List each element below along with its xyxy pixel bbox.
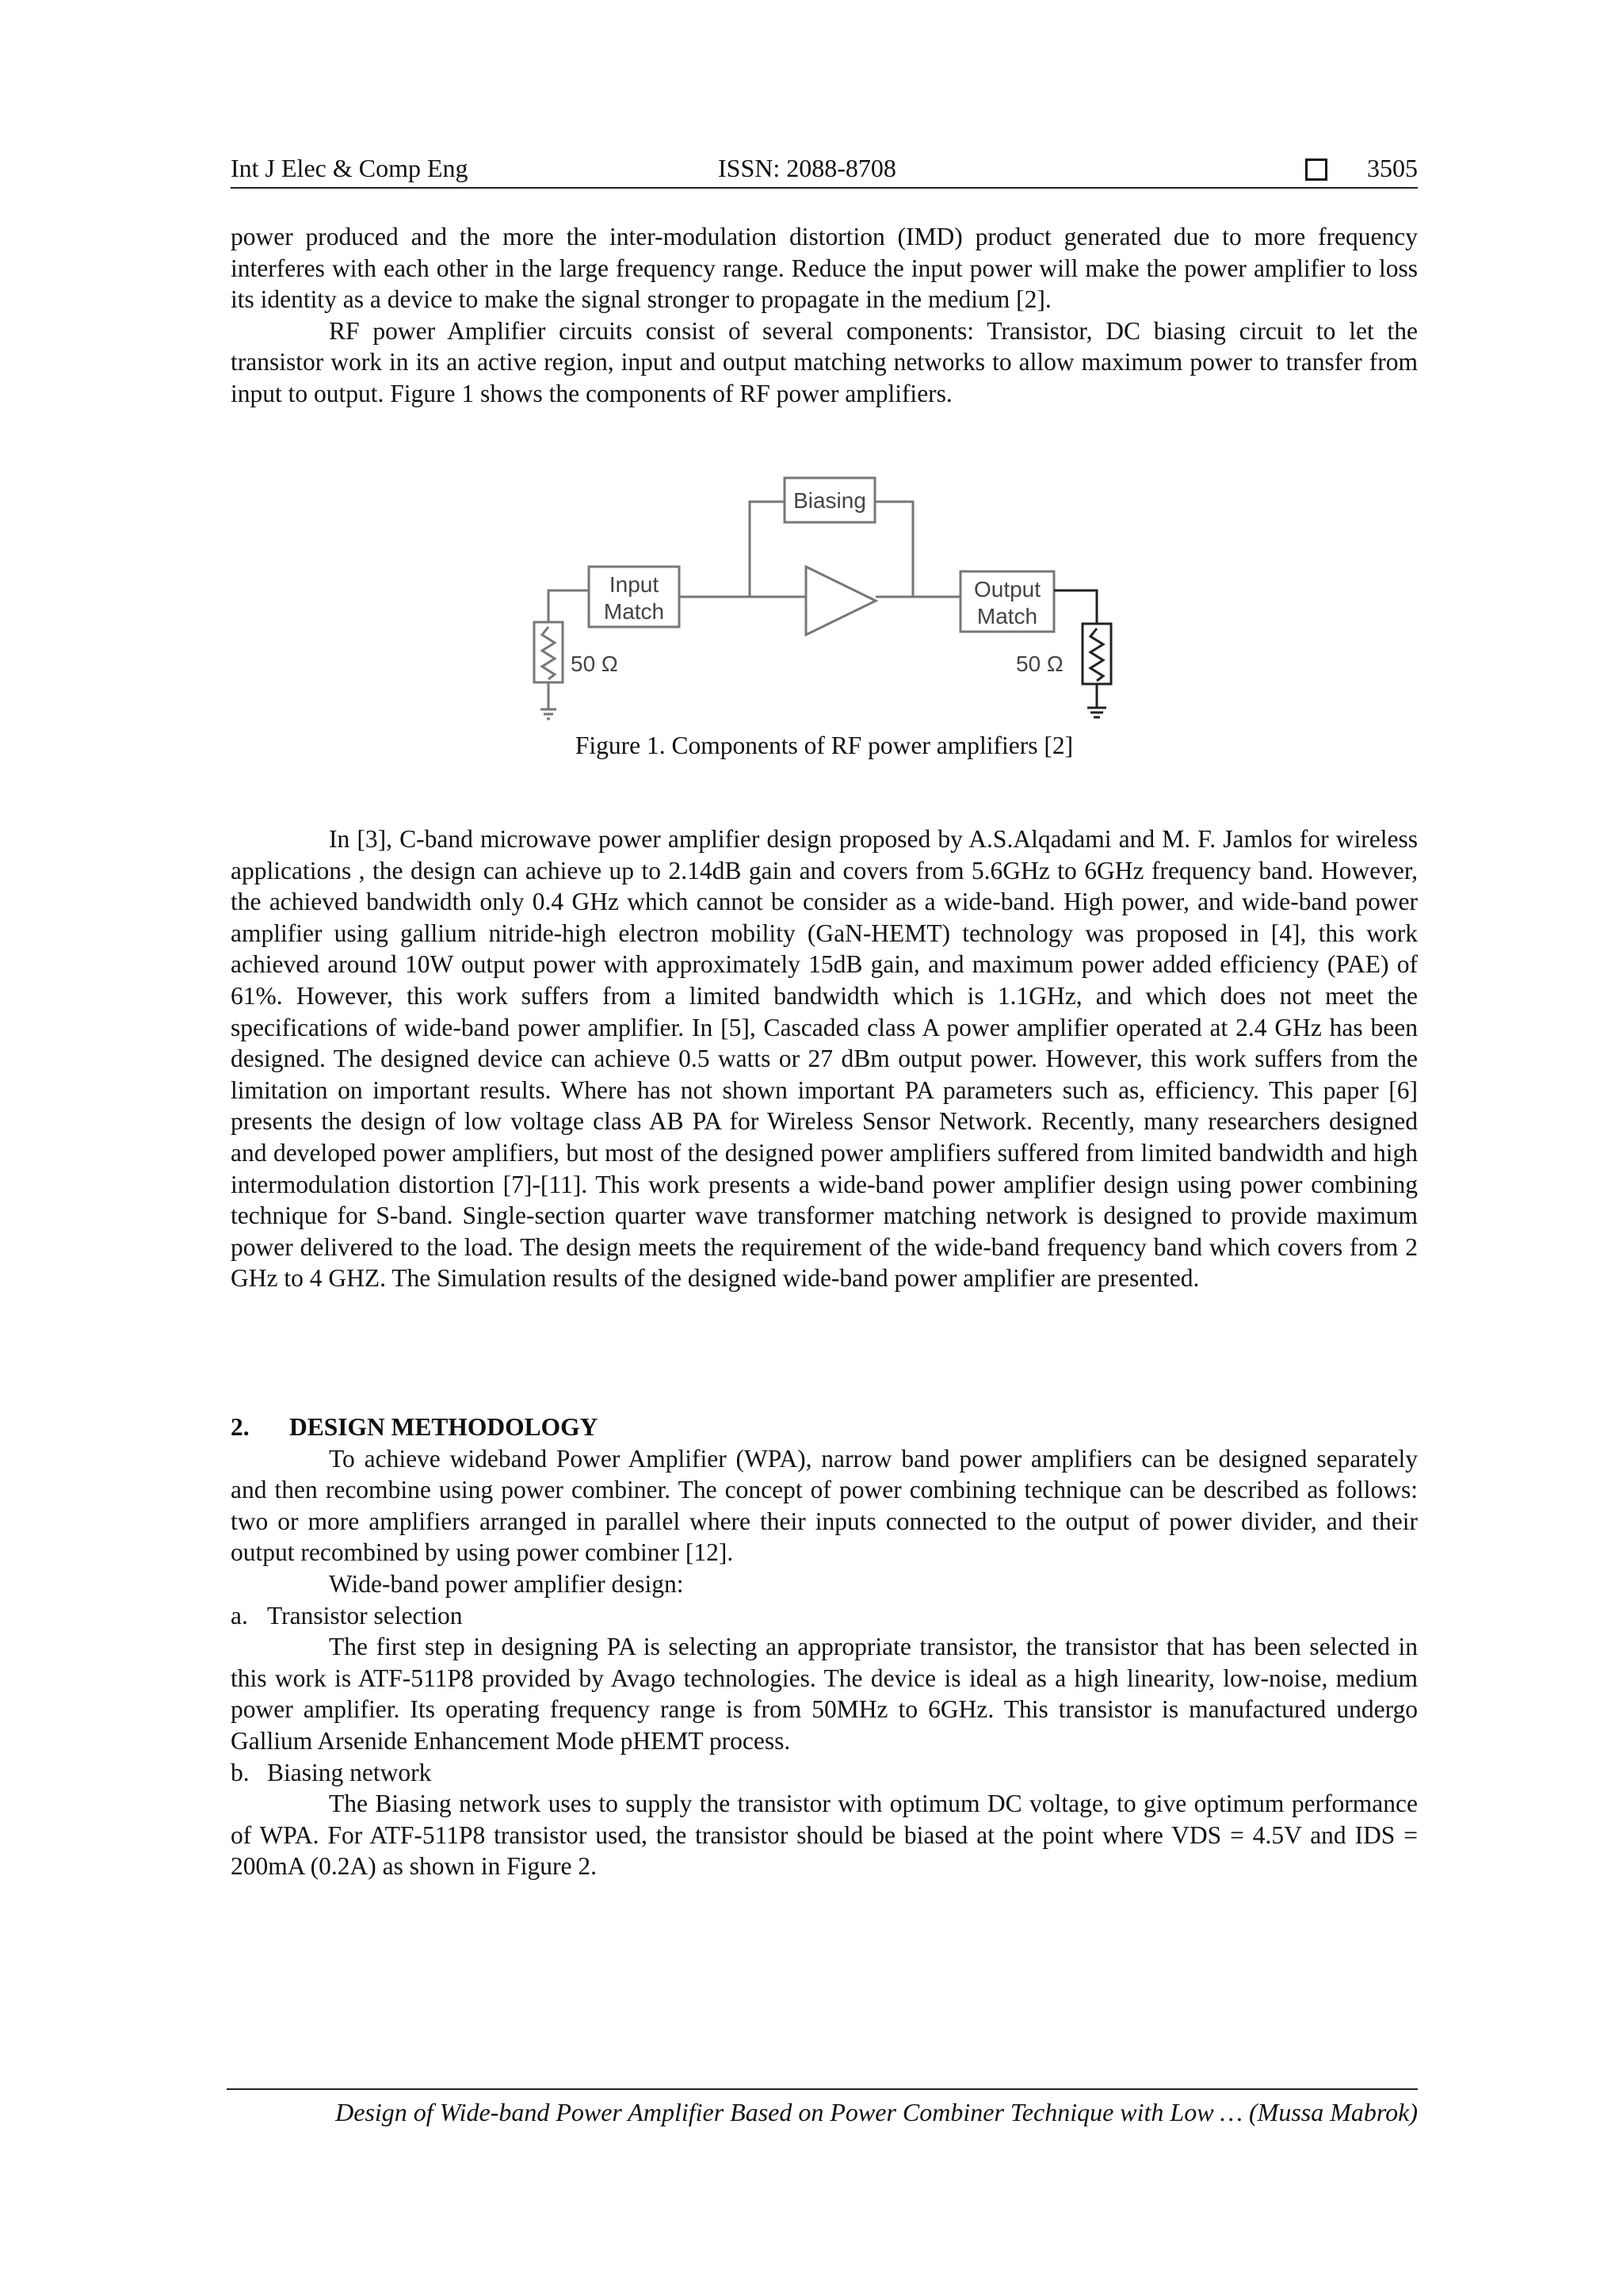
paragraph-section2-intro: To achieve wideband Power Amplifier (WPA), narrow band power amplifiers can be designed separately and then recombine using power combiner. The concept of power combining technique can be described as follows: two or more amplifiers arranged in parallel where their inputs connected to the output of power divider, and their output recombined by using power combiner [12]. xyxy=(231,1444,1418,1567)
item-b-title: Biasing network xyxy=(267,1758,432,1786)
item-a-title: Transistor selection xyxy=(267,1601,463,1629)
item-a-heading xyxy=(231,1600,1418,1632)
item-b-heading xyxy=(231,1757,1418,1789)
page-footer: Design of Wide-band Power Amplifier Based on Power Combiner Technique with Low … (Mussa Mabrok) xyxy=(227,2088,1418,2127)
section-2-heading xyxy=(231,1412,1418,1443)
source-resistor-box xyxy=(534,622,563,682)
input-match-label-1: Input xyxy=(609,572,659,597)
section-number: 2. xyxy=(231,1413,250,1441)
section-2 xyxy=(231,1412,1418,1882)
figure-1-caption: Figure 1. Components of RF power amplifiers [2] xyxy=(575,732,1074,759)
section-title: DESIGN METHODOLOGY xyxy=(289,1413,598,1441)
wire-output-to-load xyxy=(1054,590,1097,624)
output-match-label-2: Match xyxy=(976,604,1038,628)
biasing-left-wire xyxy=(750,502,785,597)
page-number: 3505 xyxy=(1367,154,1418,182)
page-header xyxy=(231,152,1418,189)
design-heading: Wide-band power amplifier design: xyxy=(329,1569,684,1598)
biasing-right-wire xyxy=(875,502,913,597)
top-text-block xyxy=(231,221,1418,410)
paragraph-transistor-selection: The first step in designing PA is selecting an appropriate transistor, the transistor that has been selected in this work is ATF-511P8 provided by Avago technologies. The device is ideal as a high linearity, low-noise, medium power amplifier. Its operating frequency range is from 50MHz to 6GHz. This transistor is manufactured undergo Gallium Arsenide Enhancement Mode pHEMT process. xyxy=(231,1633,1418,1755)
biasing-label: Biasing xyxy=(793,488,866,513)
item-a-letter: a. xyxy=(231,1601,248,1629)
checkbox-square-icon xyxy=(1305,159,1327,181)
amplifier-triangle xyxy=(806,567,876,635)
wire-source-to-input xyxy=(548,590,589,622)
source-impedance-label: 50 Ω xyxy=(571,651,618,676)
paragraph-biasing-network: The Biasing network uses to supply the transistor with optimum DC voltage, to give optimum performance of WPA. For ATF-511P8 transistor used, the transistor should be biased at the point where VDS = 4.5V and IDS = 200mA (0.2A) as shown in Figure 2. xyxy=(231,1790,1418,1881)
output-match-label-1: Output xyxy=(973,577,1041,602)
paragraph-related-work: In [3], C-band microwave power amplifier design proposed by A.S.Alqadami and M. F. Jamlos for wireless applications , the design can achieve up to 2.14dB gain and covers from 5.6GHz to 6GHz frequency band. However, the achieved bandwidth only 0.4 GHz which cannot be consider as a wide-band. High power, and wide-band power amplifier using gallium nitride-high electron mobility (GaN-HEMT) technology was proposed in [4], this work achieved around 10W output power with approximately 15dB gain, and maximum power added efficiency (PAE) of 61%. However, this work suffers from a limited bandwidth which is 1.1GHz, and which does not meet the specifications of wide-band power amplifier. In [5], Cascaded class A power amplifier operated at 2.4 GHz has been designed. The designed device can achieve 0.5 watts or 27 dBm output power. However, this work suffers from the limitation on important results. Where has not shown important PA parameters such as, efficiency. This paper [6] presents the design of low voltage class AB PA for Wireless Sensor Network. Recently, many researchers designed and developed power amplifiers, but most of the designed power amplifiers suffered from limited bandwidth and high intermodulation distortion [7]-[11]. This work presents a wide-band power amplifier design using power combining technique for S-band. Single-section quarter wave transformer matching network is designed to provide maximum power delivered to the load. The design meets the requirement of the wide-band frequency band which covers from 2 GHz to 4 GHZ. The Simulation results of the designed wide-band power amplifier are presented. xyxy=(231,825,1418,1293)
figure-1-caption-block xyxy=(231,730,1418,762)
item-b-letter: b. xyxy=(231,1758,250,1786)
issn: ISSN: 2088-8708 xyxy=(718,154,896,182)
figure-1-diagram xyxy=(523,472,1125,725)
journal-name: Int J Elec & Comp Eng xyxy=(231,154,468,182)
paragraph-rf-components: RF power Amplifier circuits consist of several components: Transistor, DC biasing circuit to let the transistor work in its an active region, input and output matching networks to allow maximum power to transfer from input to output. Figure 1 shows the components of RF power amplifiers. xyxy=(231,316,1418,407)
related-work-block xyxy=(231,823,1418,1294)
load-impedance-label: 50 Ω xyxy=(1016,651,1064,676)
input-match-label-2: Match xyxy=(603,599,665,624)
paragraph-continuation: power produced and the more the inter-modulation distortion (IMD) product generated due to more frequency interferes with each other in the large frequency range. Reduce the input power will make the power amplifier to loss its identity as a device to make the signal stronger to propagate in the medium [2]. xyxy=(231,223,1418,314)
load-resistor-box xyxy=(1083,624,1111,684)
